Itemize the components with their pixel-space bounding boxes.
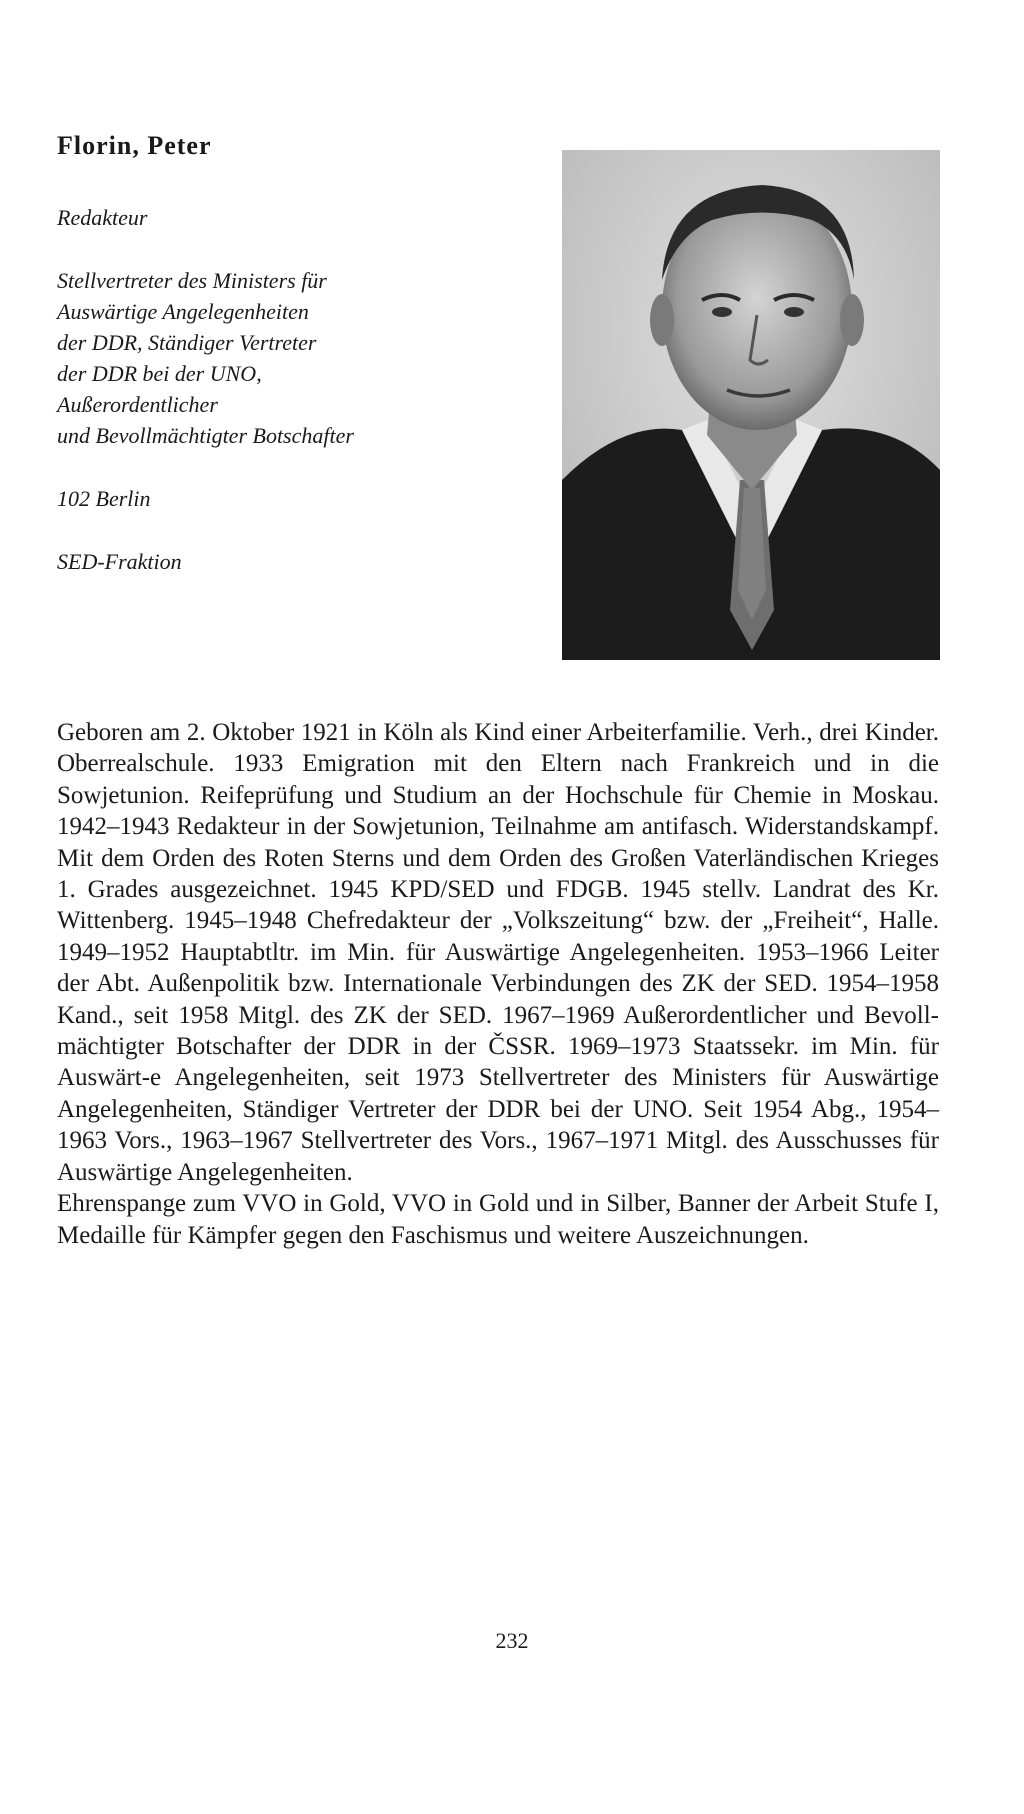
position-line: Außerordentlicher <box>57 392 218 417</box>
position-line: Stellvertreter des Ministers für <box>57 268 327 293</box>
biography-text <box>57 717 939 1251</box>
page-number: 232 <box>495 1628 529 1653</box>
biography-paragraph: Geboren am 2. Oktober 1921 in Köln als Kind einer Arbeiterfamilie. Verh., drei Kinder. Oberrealschule. 1933 Emigration mit den Eltern nach Frankreich und in die Sowjetunion. Reifeprüfung und Studium an der Hochschule für Chemie in Moskau. 1942–1943 Redakteur in der Sowjetunion, Teilnahme am antifasch. Widerstandskampf. Mit dem Orden des Roten Sterns und dem Orden des Großen Vaterländischen Krieges 1. Grades ausgezeichnet. 1945 KPD/SED und FDGB. 1945 stellv. Landrat des Kr. Wittenberg. 1945–1948 Chefredakteur der „Volkszeitung“ bzw. der „Freiheit“, Halle. 1949–1952 Hauptabtltr. im Min. für Auswärtige Angelegenheiten. 1953–1966 Leiter der Abt. Außenpolitik bzw. Internationale Verbindungen des ZK der SED. 1954–1958 Kand., seit 1958 Mitgl. des ZK der SED. 1967–1969 Außerordentlicher und Bevollmächtigter Botschafter der DDR in der ČSSR. 1969–1973 Staatssekr. im Min. für Auswärt‑e Angelegenheiten, seit 1973 Stellvertreter des Ministers für Auswärtige Angelegenheiten, Ständiger Vertreter der DDR bei der UNO. Seit 1954 Abg., 1954–1963 Vors., 1963–1967 Stellvertreter des Vors., 1967–1971 Mitgl. des Ausschusses für Auswärtige Angelegenheiten. <box>57 719 939 1186</box>
person-name: Florin, Peter <box>57 131 212 160</box>
faction: SED-Fraktion <box>57 549 182 574</box>
position-line: und Bevollmächtigter Botschafter <box>57 423 354 448</box>
awards-paragraph: Ehrenspange zum VVO in Gold, VVO in Gold und in Silber, Banner der Arbeit Stufe I, Medaille für Kämpfer gegen den Faschismus und weitere Auszeichnungen. <box>57 1190 939 1249</box>
position-line: der DDR bei der UNO, <box>57 361 262 386</box>
location: 102 Berlin <box>57 486 151 511</box>
entry-header <box>57 130 537 609</box>
position-line: Auswärtige Angelegenheiten <box>57 299 309 324</box>
position-block <box>57 265 537 451</box>
portrait-photo <box>562 150 940 660</box>
position-line: der DDR, Ständiger Vertreter <box>57 330 317 355</box>
occupation: Redakteur <box>57 205 148 230</box>
